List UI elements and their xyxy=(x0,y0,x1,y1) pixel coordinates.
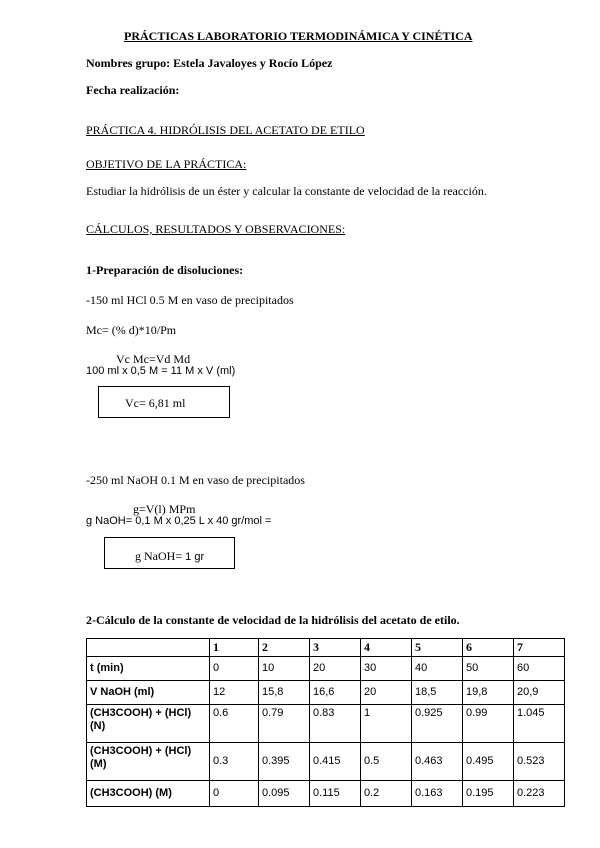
practice-title: PRÁCTICA 4. HIDRÓLISIS DEL ACETATO DE ETILO xyxy=(86,123,365,137)
table-header-cell: 1 xyxy=(210,639,259,657)
document-title: PRÁCTICAS LABORATORIO TERMODINÁMICA Y CINÉTICA xyxy=(124,29,473,43)
group-names: Nombres grupo: Estela Javaloyes y Rocío López xyxy=(86,56,333,70)
table-cell: 0.5 xyxy=(361,743,412,781)
table-cell: 0.095 xyxy=(259,781,310,807)
table-cell: 12 xyxy=(210,681,259,705)
table-header-cell: 3 xyxy=(310,639,361,657)
table-cell: 30 xyxy=(361,657,412,681)
table-cell: 0.415 xyxy=(310,743,361,781)
table-cell: 20 xyxy=(310,657,361,681)
table-row xyxy=(87,657,565,681)
row-label: (CH3COOH) + (HCl) (M) xyxy=(87,743,210,781)
mass-result-value: 1 gr xyxy=(182,551,205,563)
table-cell: 0.3 xyxy=(210,743,259,781)
table-cell: 0.6 xyxy=(210,705,259,743)
row-label: t (min) xyxy=(87,657,210,681)
table-cell: 15,8 xyxy=(259,681,310,705)
table-corner-cell xyxy=(87,639,210,657)
mass-result-label: g NaOH= xyxy=(135,549,183,563)
section1-heading: 1-Preparación de disoluciones: xyxy=(86,263,244,277)
mass-calculation: g NaOH= 0,1 M x 0,25 L x 40 gr/mol = xyxy=(86,515,272,527)
table-cell: 1 xyxy=(361,705,412,743)
table-row xyxy=(87,743,565,781)
results-heading: CÁLCULOS, RESULTADOS Y OBSERVACIONES: xyxy=(86,222,346,236)
vc-result-box xyxy=(98,386,230,418)
table-cell: 16,6 xyxy=(310,681,361,705)
table-cell: 0.495 xyxy=(463,743,514,781)
table-cell: 0.115 xyxy=(310,781,361,807)
table-cell: 20,9 xyxy=(514,681,565,705)
table-cell: 0.463 xyxy=(412,743,463,781)
dilution-calculation: 100 ml x 0,5 M = 11 M x V (ml) xyxy=(86,365,236,377)
objective-text: Estudiar la hidrólisis de un éster y calcular la constante de velocidad de la reacción. xyxy=(86,184,487,198)
results-table xyxy=(86,638,565,807)
hcl-line: -150 ml HCl 0.5 M en vaso de precipitados xyxy=(86,293,294,307)
vc-result: Vc= 6,81 ml xyxy=(125,396,186,410)
table-cell: 19,8 xyxy=(463,681,514,705)
table-row xyxy=(87,781,565,807)
mass-formula: g=V(l) MPm xyxy=(133,502,196,516)
table-cell: 0.523 xyxy=(514,743,565,781)
table-row xyxy=(87,681,565,705)
table-header-cell: 6 xyxy=(463,639,514,657)
table-cell: 0.99 xyxy=(463,705,514,743)
table-cell: 0 xyxy=(210,781,259,807)
mc-formula: Mc= (% d)*10/Pm xyxy=(86,323,177,337)
table-cell: 40 xyxy=(412,657,463,681)
table-cell: 10 xyxy=(259,657,310,681)
table-cell: 0 xyxy=(210,657,259,681)
table-header-row xyxy=(87,639,565,657)
table-cell: 0.79 xyxy=(259,705,310,743)
table-cell: 20 xyxy=(361,681,412,705)
table-cell: 0.83 xyxy=(310,705,361,743)
table-cell: 50 xyxy=(463,657,514,681)
table-cell: 0.2 xyxy=(361,781,412,807)
table-cell: 0.395 xyxy=(259,743,310,781)
row-label: V NaOH (ml) xyxy=(87,681,210,705)
table-header-cell: 5 xyxy=(412,639,463,657)
section2-heading: 2-Cálculo de la constante de velocidad de la hidrólisis del acetato de etilo. xyxy=(86,613,460,627)
table-header-cell: 4 xyxy=(361,639,412,657)
table-cell: 0.195 xyxy=(463,781,514,807)
table-cell: 0.925 xyxy=(412,705,463,743)
dilution-formula: Vc Mc=Vd Md xyxy=(116,352,191,366)
date-label: Fecha realización: xyxy=(86,83,180,97)
table-cell: 0.163 xyxy=(412,781,463,807)
naoh-line: -250 ml NaOH 0.1 M en vaso de precipitados xyxy=(86,473,305,487)
mass-result xyxy=(135,547,204,565)
table-cell: 60 xyxy=(514,657,565,681)
table-header-cell: 7 xyxy=(514,639,565,657)
row-label: (CH3COOH) + (HCl) (N) xyxy=(87,705,210,743)
table-header-cell: 2 xyxy=(259,639,310,657)
mass-result-box xyxy=(104,537,235,569)
table-cell: 0.223 xyxy=(514,781,565,807)
table-row xyxy=(87,705,565,743)
table-cell: 18,5 xyxy=(412,681,463,705)
row-label: (CH3COOH) (M) xyxy=(87,781,210,807)
objective-heading: OBJETIVO DE LA PRÁCTICA: xyxy=(86,157,247,171)
table-cell: 1.045 xyxy=(514,705,565,743)
